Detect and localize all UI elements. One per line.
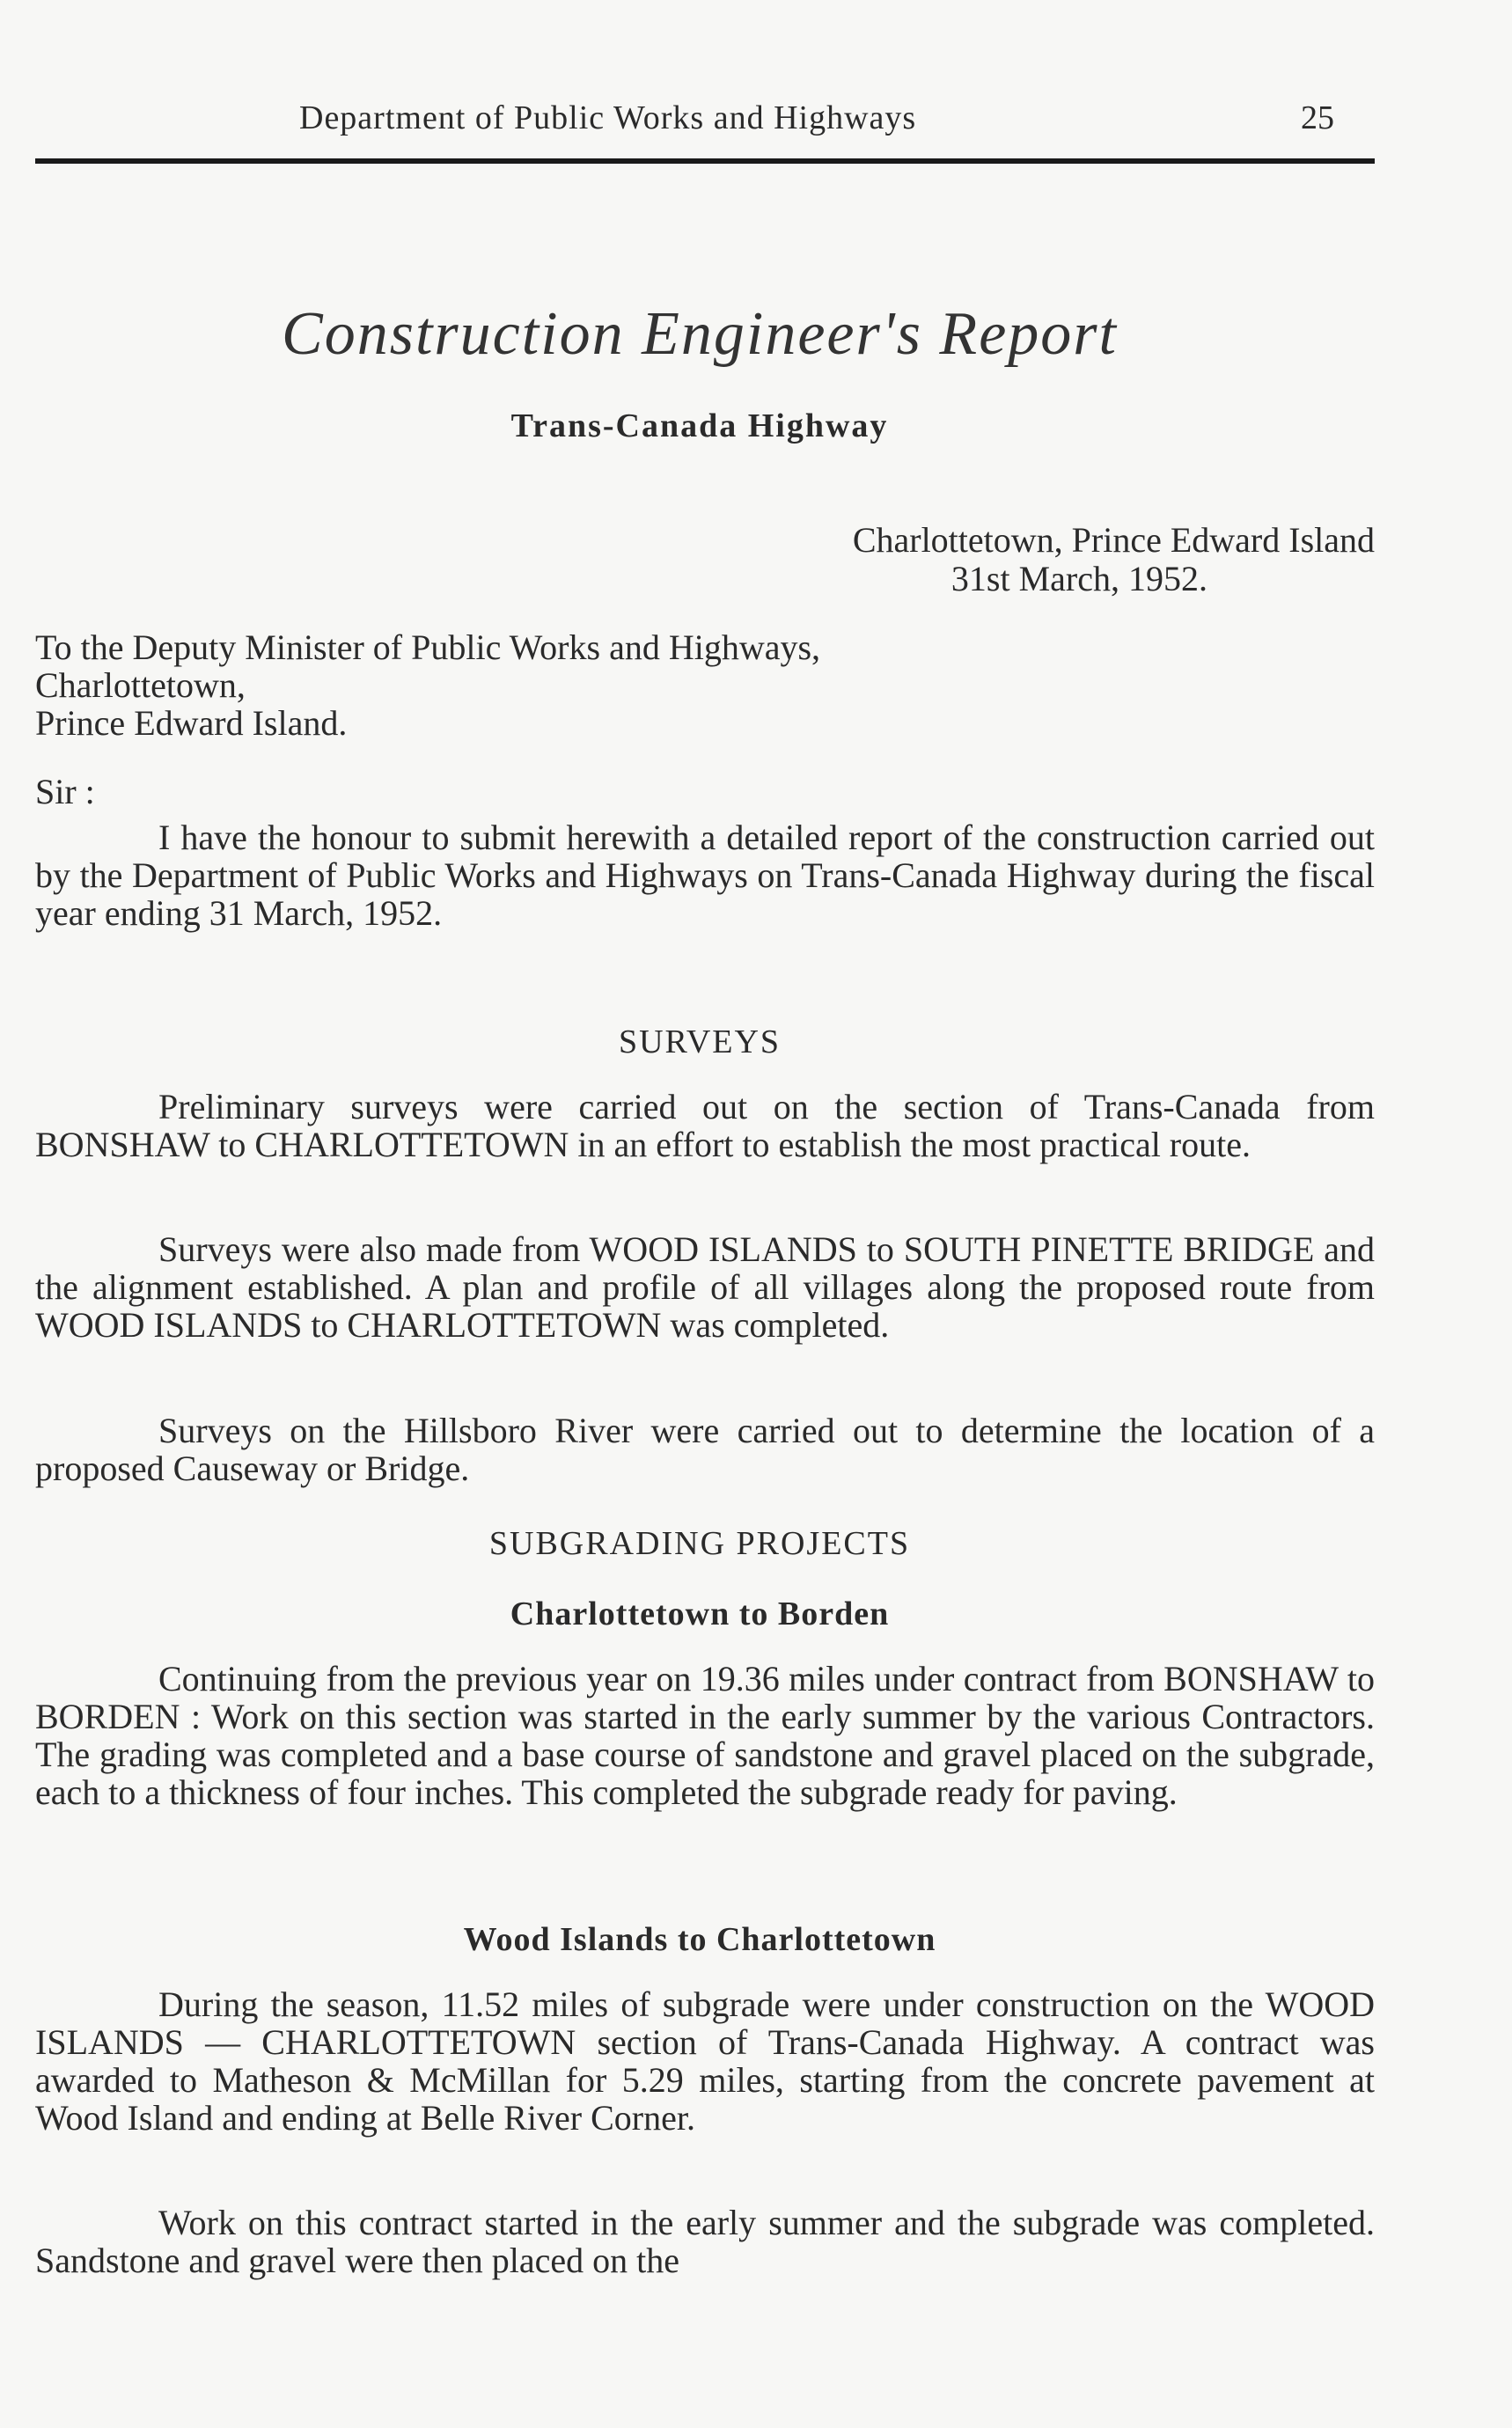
surveys-heading: SURVEYS (618, 1023, 782, 1060)
section-heading-wood-islands-charlottetown: Wood Islands to Charlottetown (463, 1921, 936, 1958)
surveys-paragraph-1: Preliminary surveys were carried out on the section of Trans-Canada from BONSHAW to CHARLOTTETOWN in an effort to establish the most practical route. (35, 1087, 1375, 1164)
report-place: Charlottetown, Prince Edward Island (852, 520, 1375, 560)
address-line-2: Charlottetown, (35, 665, 246, 705)
running-header: Department of Public Works and Highways (299, 99, 917, 136)
intro-paragraph: I have the honour to submit herewith a detailed report of the construction carried out by the Department of Public Works and Highways on Trans-Canada Highway during the fiscal year ending 31 March, 1952. (35, 818, 1375, 933)
report-subtitle: Trans-Canada Highway (510, 407, 889, 444)
header-rule (35, 158, 1375, 164)
address-line-3: Prince Edward Island. (35, 703, 348, 743)
subgrading-heading: SUBGRADING PROJECTS (488, 1525, 911, 1562)
salutation: Sir : (35, 772, 95, 811)
surveys-paragraph-3: Surveys on the Hillsboro River were carried out to determine the location of a proposed Causeway or Bridge. (35, 1411, 1375, 1488)
page-number: 25 (1301, 99, 1334, 136)
report-title: Construction Engineer's Report (282, 300, 1118, 368)
section1-paragraph: Continuing from the previous year on 19.36 miles under contract from BONSHAW to BORDEN : Work on this section was started in the early summer by the various Contractors. The grading was completed and a base course of sandstone and gravel placed on the subgrade, each to a thickness of four inches. This completed the subgrade ready for paving. (35, 1659, 1375, 1812)
section-heading-charlottetown-borden: Charlottetown to Borden (510, 1595, 890, 1632)
section2-paragraph-2: Work on this contract started in the early summer and the subgrade was completed. Sandstone and gravel were then placed on the (35, 2203, 1375, 2280)
address-line-1: To the Deputy Minister of Public Works and Highways, (35, 627, 821, 667)
surveys-paragraph-2: Surveys were also made from WOOD ISLANDS to SOUTH PINETTE BRIDGE and the alignment established. A plan and profile of all villages along the proposed route from WOOD ISLANDS to CHARLOTTETOWN was completed. (35, 1229, 1375, 1345)
section2-paragraph-1: During the season, 11.52 miles of subgrade were under construction on the WOOD ISLANDS — CHARLOTTETOWN section of Trans-Canada Highway. A contract was awarded to Matheson & McMillan for 5.29 miles, starting from the concrete pavement at Wood Island and ending at Belle River Corner. (35, 1984, 1375, 2138)
report-date: 31st March, 1952. (951, 559, 1207, 598)
